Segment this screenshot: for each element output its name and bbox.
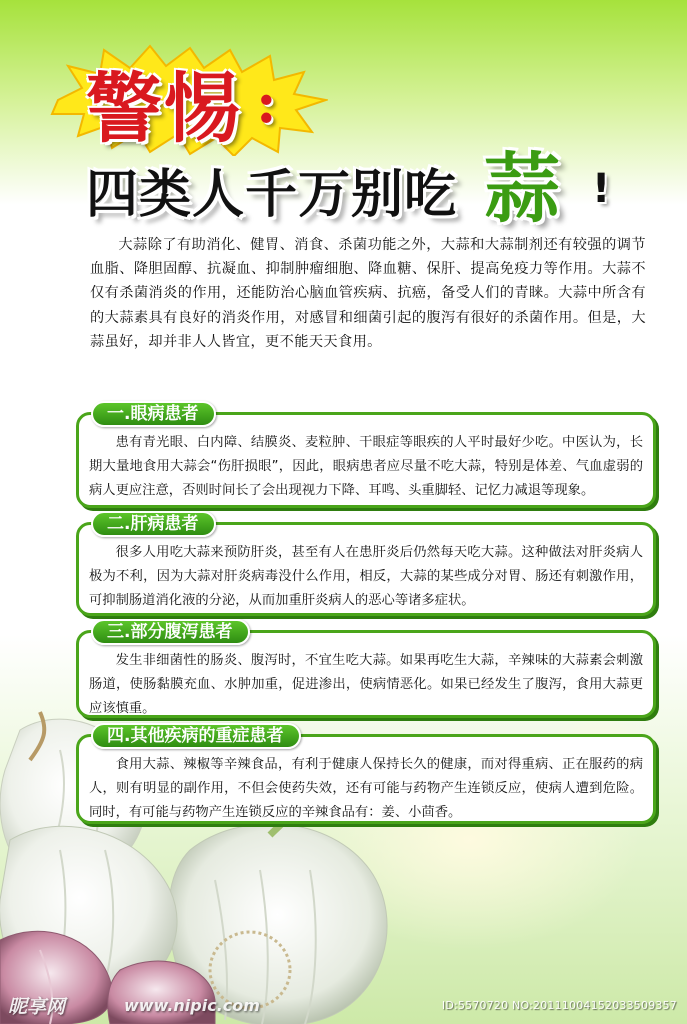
section-body: 患有青光眼、白内障、结膜炎、麦粒肿、干眼症等眼疾的人平时最好少吃。中医认为，长期大量地食用大蒜会“伤肝损眼”，因此，眼病患者应尽量不吃大蒜，特别是体差、气血虚弱的病人更应注意，否则时间长了会出现视力下降、耳鸣、头重脚轻、记忆力减退等现象。 xyxy=(89,435,643,498)
warning-title: 警惕 xyxy=(86,64,242,153)
section-eye-disease xyxy=(76,404,656,508)
subtitle: 四类人千万别吃 xyxy=(86,165,458,225)
watermark-logo: 昵享网 xyxy=(8,996,66,1018)
section-label: 二.肝病患者 xyxy=(91,511,216,537)
watermark-url: www.nipic.com xyxy=(124,996,260,1015)
subtitle-garlic-char: 蒜 xyxy=(484,144,560,233)
watermark-id: ID:5570720 NO:20111004152033509357 xyxy=(441,999,677,1012)
section-liver-disease xyxy=(76,514,656,616)
section-label: 一.眼病患者 xyxy=(91,401,216,427)
section-diarrhea xyxy=(76,622,656,718)
section-body: 食用大蒜、辣椒等辛辣食品，有利于健康人保持长久的健康，而对得重病、正在服药的病人，则有明显的副作用，不但会使药失效，还有可能与药物产生连锁反应，使病人遭到危险。同时，有可能与药物产生连锁反应的辛辣食品有：姜、小茴香。 xyxy=(89,757,643,820)
section-body: 很多人用吃大蒜来预防肝炎，甚至有人在患肝炎后仍然每天吃大蒜。这种做法对肝炎病人极为不利，因为大蒜对肝炎病毒没什么作用，相反，大蒜的某些成分对胃、肠还有刺激作用，可抑制肠道消化液的分泌，从而加重肝炎病人的恶心等诸多症状。 xyxy=(89,545,643,608)
section-severe-illness xyxy=(76,726,656,824)
section-label: 三.部分腹泻患者 xyxy=(91,619,250,645)
warning-colon: : xyxy=(256,70,277,136)
subtitle-exclamation: ! xyxy=(592,166,611,212)
intro-paragraph: 大蒜除了有助消化、健胃、消食、杀菌功能之外，大蒜和大蒜制剂还有较强的调节血脂、降胆固醇、抗凝血、抑制肿瘤细胞、降血糖、保肝、提高免疫力等作用。大蒜不仅有杀菌消炎的作用，还能防治心脑血管疾病、抗癌，备受人们的青睐。大蒜中所含有的大蒜素具有良好的消炎作用，对感冒和细菌引起的腹泻有很好的杀菌作用。但是，大蒜虽好，却并非人人皆宜，更不能天天食用。 xyxy=(90,237,646,350)
section-label: 四.其他疾病的重症患者 xyxy=(91,723,301,749)
section-body: 发生非细菌性的肠炎、腹泻时，不宜生吃大蒜。如果再吃生大蒜，辛辣味的大蒜素会刺激肠道，使肠黏膜充血、水肿加重，促进渗出，使病情恶化。如果已经发生了腹泻，食用大蒜更应该慎重。 xyxy=(89,653,643,716)
